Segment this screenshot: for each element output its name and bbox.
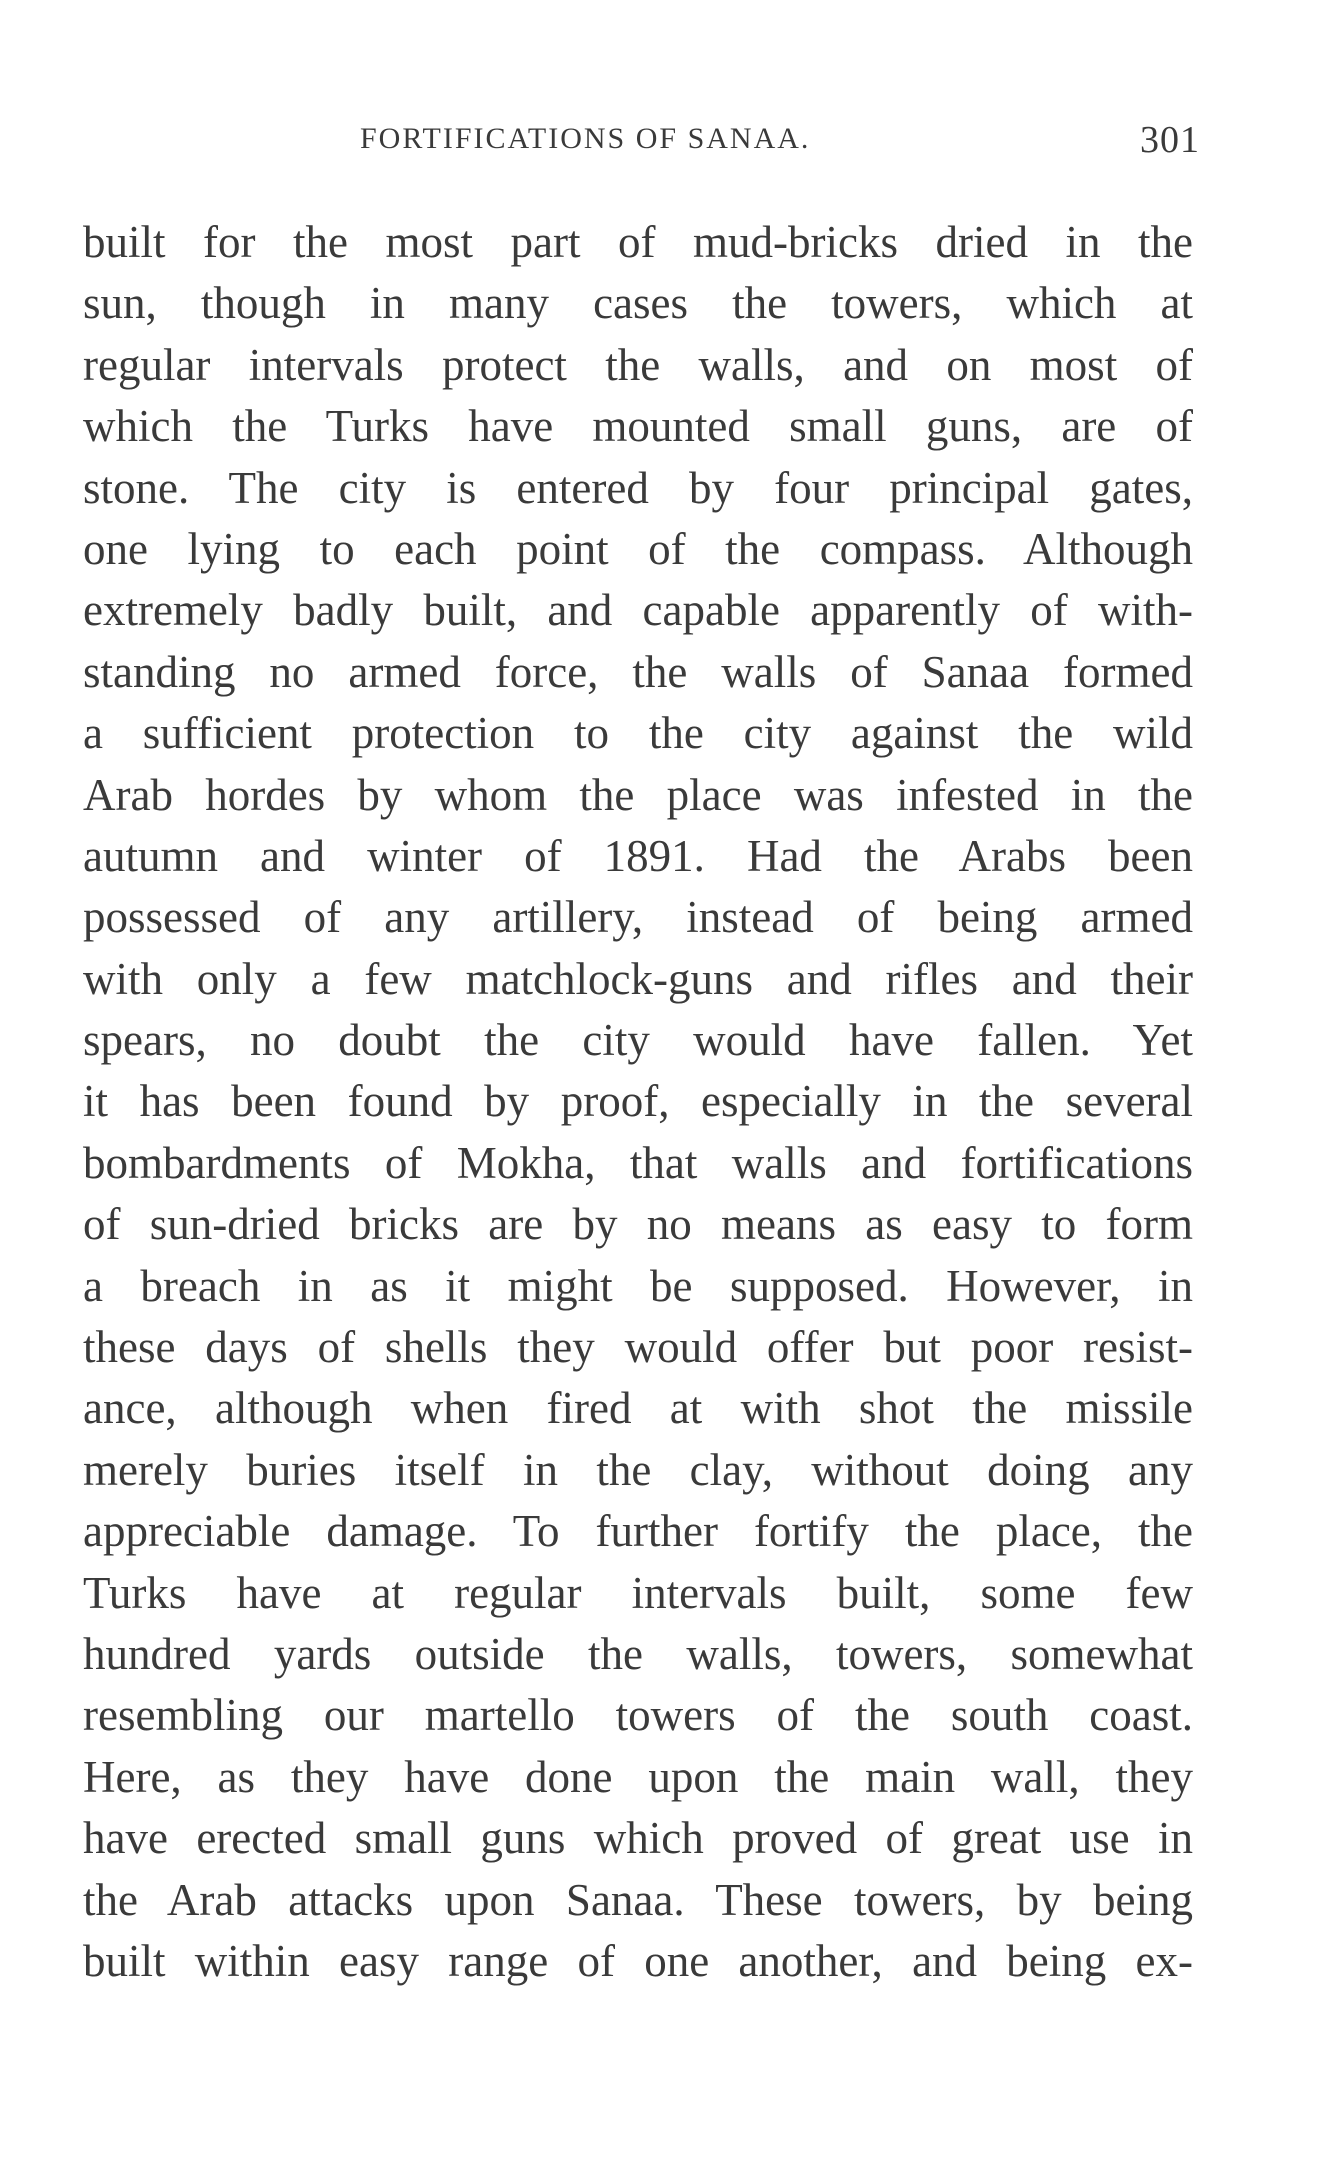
text-line: stone. The city is entered by four principal gates, xyxy=(83,462,1193,513)
text-line: extremely badly built, and capable apparently of with- xyxy=(83,585,1193,636)
text-line: appreciable damage. To further fortify the place, the xyxy=(83,1506,1193,1557)
text-line: it has been found by proof, especially in the several xyxy=(83,1076,1193,1127)
text-line: these days of shells they would offer but poor resist- xyxy=(83,1322,1193,1373)
text-line: the Arab attacks upon Sanaa. These towers, by being xyxy=(83,1874,1193,1925)
page-number: 301 xyxy=(1140,119,1200,161)
text-line: one lying to each point of the compass. Although xyxy=(83,523,1193,574)
running-head xyxy=(360,119,1200,172)
text-line: regular intervals protect the walls, and on most of xyxy=(83,339,1193,390)
text-line: with only a few matchlock-guns and rifles and their xyxy=(83,953,1193,1004)
text-line: standing no armed force, the walls of Sanaa formed xyxy=(83,646,1193,697)
text-line: of sun-dried bricks are by no means as easy to form xyxy=(83,1199,1193,1250)
text-line: have erected small guns which proved of great use in xyxy=(83,1813,1193,1864)
text-line: spears, no doubt the city would have fallen. Yet xyxy=(83,1015,1193,1066)
body-text xyxy=(83,212,1193,1992)
text-line: bombardments of Mokha, that walls and fortifications xyxy=(83,1137,1193,1188)
text-line: resembling our martello towers of the south coast. xyxy=(83,1690,1193,1741)
text-line: hundred yards outside the walls, towers, somewhat xyxy=(83,1628,1193,1679)
text-line: a breach in as it might be supposed. However, in xyxy=(83,1260,1193,1311)
running-title: FORTIFICATIONS OF SANAA. xyxy=(360,122,811,155)
text-line: built for the most part of mud-bricks dried in the xyxy=(83,217,1193,267)
text-line: sun, though in many cases the towers, which at xyxy=(83,278,1193,329)
text-line: built within easy range of one another, and being ex- xyxy=(83,1935,1193,1986)
text-line: Turks have at regular intervals built, some few xyxy=(83,1567,1193,1618)
text-line: ance, although when fired at with shot the missile xyxy=(83,1383,1193,1434)
text-line: Arab hordes by whom the place was infested in the xyxy=(83,769,1193,820)
text-line: autumn and winter of 1891. Had the Arabs been xyxy=(83,830,1193,881)
text-line: possessed of any artillery, instead of being armed xyxy=(83,892,1193,943)
text-line: which the Turks have mounted small guns, are of xyxy=(83,401,1193,452)
text-line: Here, as they have done upon the main wall, they xyxy=(83,1751,1193,1802)
text-line: merely buries itself in the clay, without doing any xyxy=(83,1444,1193,1495)
text-line: a sufficient protection to the city against the wild xyxy=(83,708,1193,759)
